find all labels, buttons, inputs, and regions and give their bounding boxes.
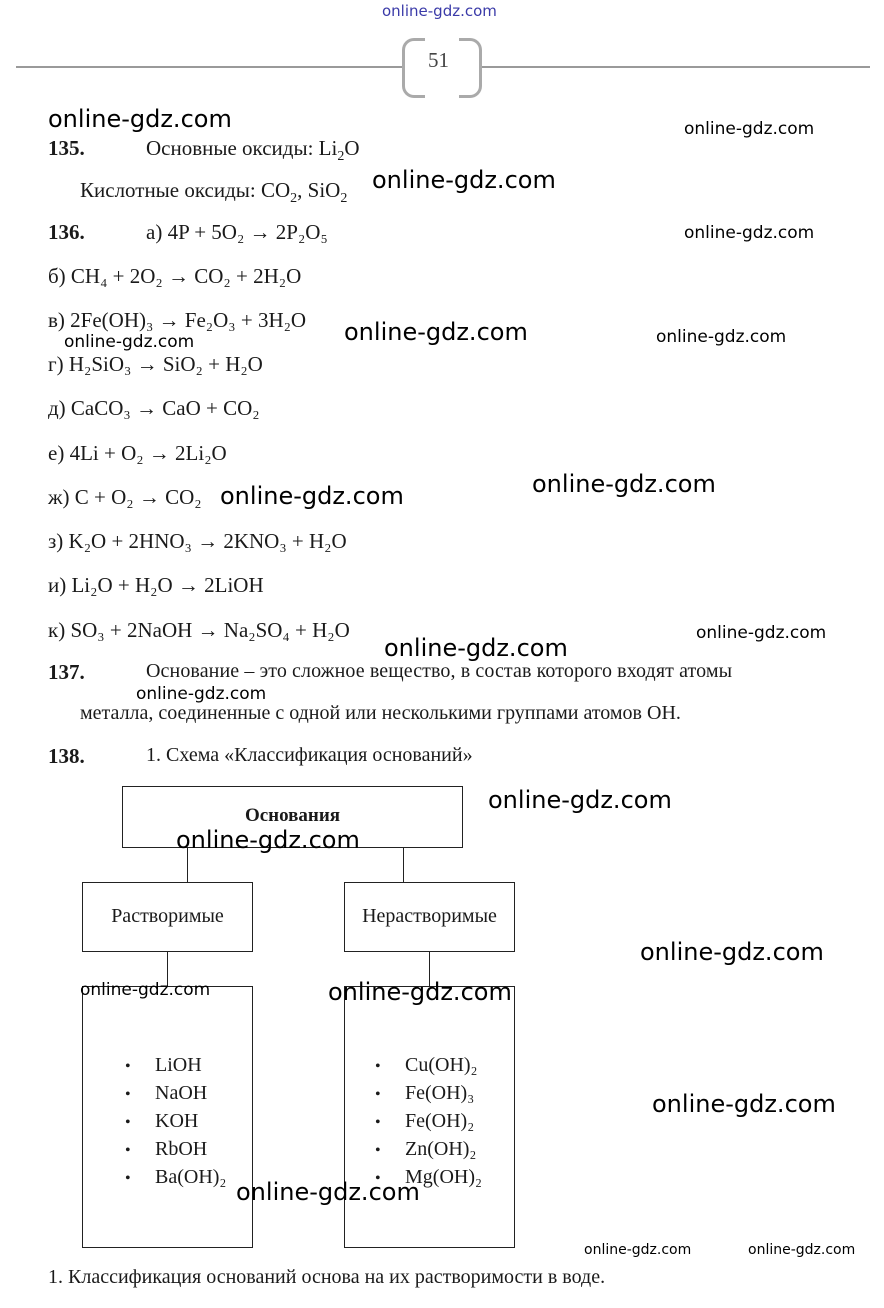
soluble-list-box <box>82 986 253 1248</box>
task-135-acidic-oxides: Кислотные оксиды: $CO_2$, SiO$_2$ <box>80 178 348 207</box>
insoluble-label: Нерастворимые <box>362 905 497 927</box>
watermark: online-gdz.com <box>328 978 512 1006</box>
watermark: online-gdz.com <box>652 1090 836 1118</box>
reaction-e: е) 4Li + O₂ → 2Li₂O <box>48 441 227 465</box>
list-item: • Ba(OH)₂ <box>125 1164 226 1192</box>
watermark: online-gdz.com <box>220 482 404 510</box>
watermark: online-gdz.com <box>532 470 716 498</box>
list-item: • NaOH <box>125 1080 226 1108</box>
list-item: • RbOH <box>125 1136 226 1164</box>
watermark: online-gdz.com <box>384 634 568 662</box>
watermark: online-gdz.com <box>136 684 267 704</box>
watermark: online-gdz.com <box>684 119 815 139</box>
reaction-v: в) 2Fe(OH)₃ → Fe₂O₃ + 3H₂O <box>48 308 307 332</box>
watermark: online-gdz.com <box>48 105 232 133</box>
list-item: • LiOH <box>125 1052 226 1080</box>
reaction-z: з) K₂O + 2HNO₃ → 2KNO₃ + H₂O <box>48 529 347 553</box>
reaction-a: а) 4P + 5O₂ → 2P₂O₅ <box>146 220 328 244</box>
reaction-zh: ж) C + O₂ → CO₂ <box>48 485 202 509</box>
reaction-k: к) SO₃ + 2NaOH → Na₂SO₄ + H₂O <box>48 618 350 642</box>
task-137-number: 137. <box>48 660 85 684</box>
watermark: online-gdz.com <box>640 938 824 966</box>
list-item: • Fe(OH)₂ <box>375 1108 482 1136</box>
task-138-number: 138. <box>48 744 85 768</box>
insoluble-list-box <box>344 986 515 1248</box>
watermark: online-gdz.com <box>584 1242 692 1258</box>
task-135-basic-oxides: Основные оксиды: $Li_2O$ <box>146 136 360 165</box>
watermark: online-gdz.com <box>488 786 672 814</box>
watermark: online-gdz.com <box>80 980 211 1000</box>
list-item: • Fe(OH)₃ <box>375 1080 482 1108</box>
watermark: online-gdz.com <box>656 327 787 347</box>
reaction-b: б) CH₄ + 2O₂ → CO₂ + 2H₂O <box>48 264 302 288</box>
list-item: • Mg(OH)₂ <box>375 1164 482 1192</box>
watermark: online-gdz.com <box>176 826 360 854</box>
header-rule-left <box>16 66 402 68</box>
soluble-list <box>125 1052 226 1192</box>
list-item: • Zn(OH)₂ <box>375 1136 482 1164</box>
list-item: • Cu(OH)₂ <box>375 1052 482 1080</box>
insoluble-list <box>375 1052 482 1192</box>
task-137-line1: Основание – это сложное вещество, в состав которого входят атомы <box>146 660 733 682</box>
connector-root-insoluble <box>403 848 404 882</box>
task-135-number: 135. <box>48 136 85 160</box>
insoluble-box <box>344 882 515 952</box>
task-136-number: 136. <box>48 220 85 244</box>
soluble-label: Растворимые <box>111 905 224 927</box>
header-rule-right <box>482 66 870 68</box>
watermark: online-gdz.com <box>696 623 827 643</box>
diagram-root-label: Основания <box>244 805 341 826</box>
reaction-i: и) Li₂O + H₂O → 2LiOH <box>48 573 264 597</box>
page-bracket-left <box>402 38 425 98</box>
soluble-box <box>82 882 253 952</box>
page-number: 51 <box>428 48 449 72</box>
watermark: online-gdz.com <box>236 1178 420 1206</box>
page-bracket-right <box>459 38 482 98</box>
watermark: online-gdz.com <box>64 332 195 352</box>
list-item: • KOH <box>125 1108 226 1136</box>
watermark: online-gdz.com <box>372 166 556 194</box>
reaction-d: д) CaCO₃ → CaO + CO₂ <box>48 396 260 420</box>
top-watermark: online-gdz.com <box>382 2 497 20</box>
reaction-g: г) H₂SiO₃ → SiO₂ + H₂O <box>48 352 263 376</box>
task-137-line2: металла, соединенные с одной или несколькими группами атомов OH. <box>80 702 681 724</box>
watermark: online-gdz.com <box>684 223 815 243</box>
task-138-title: 1. Схема «Классификация оснований» <box>146 744 473 766</box>
watermark: online-gdz.com <box>748 1242 856 1258</box>
task-138-footnote: 1. Классификация оснований основа на их растворимости в воде. <box>48 1266 606 1288</box>
watermark: online-gdz.com <box>344 318 528 346</box>
